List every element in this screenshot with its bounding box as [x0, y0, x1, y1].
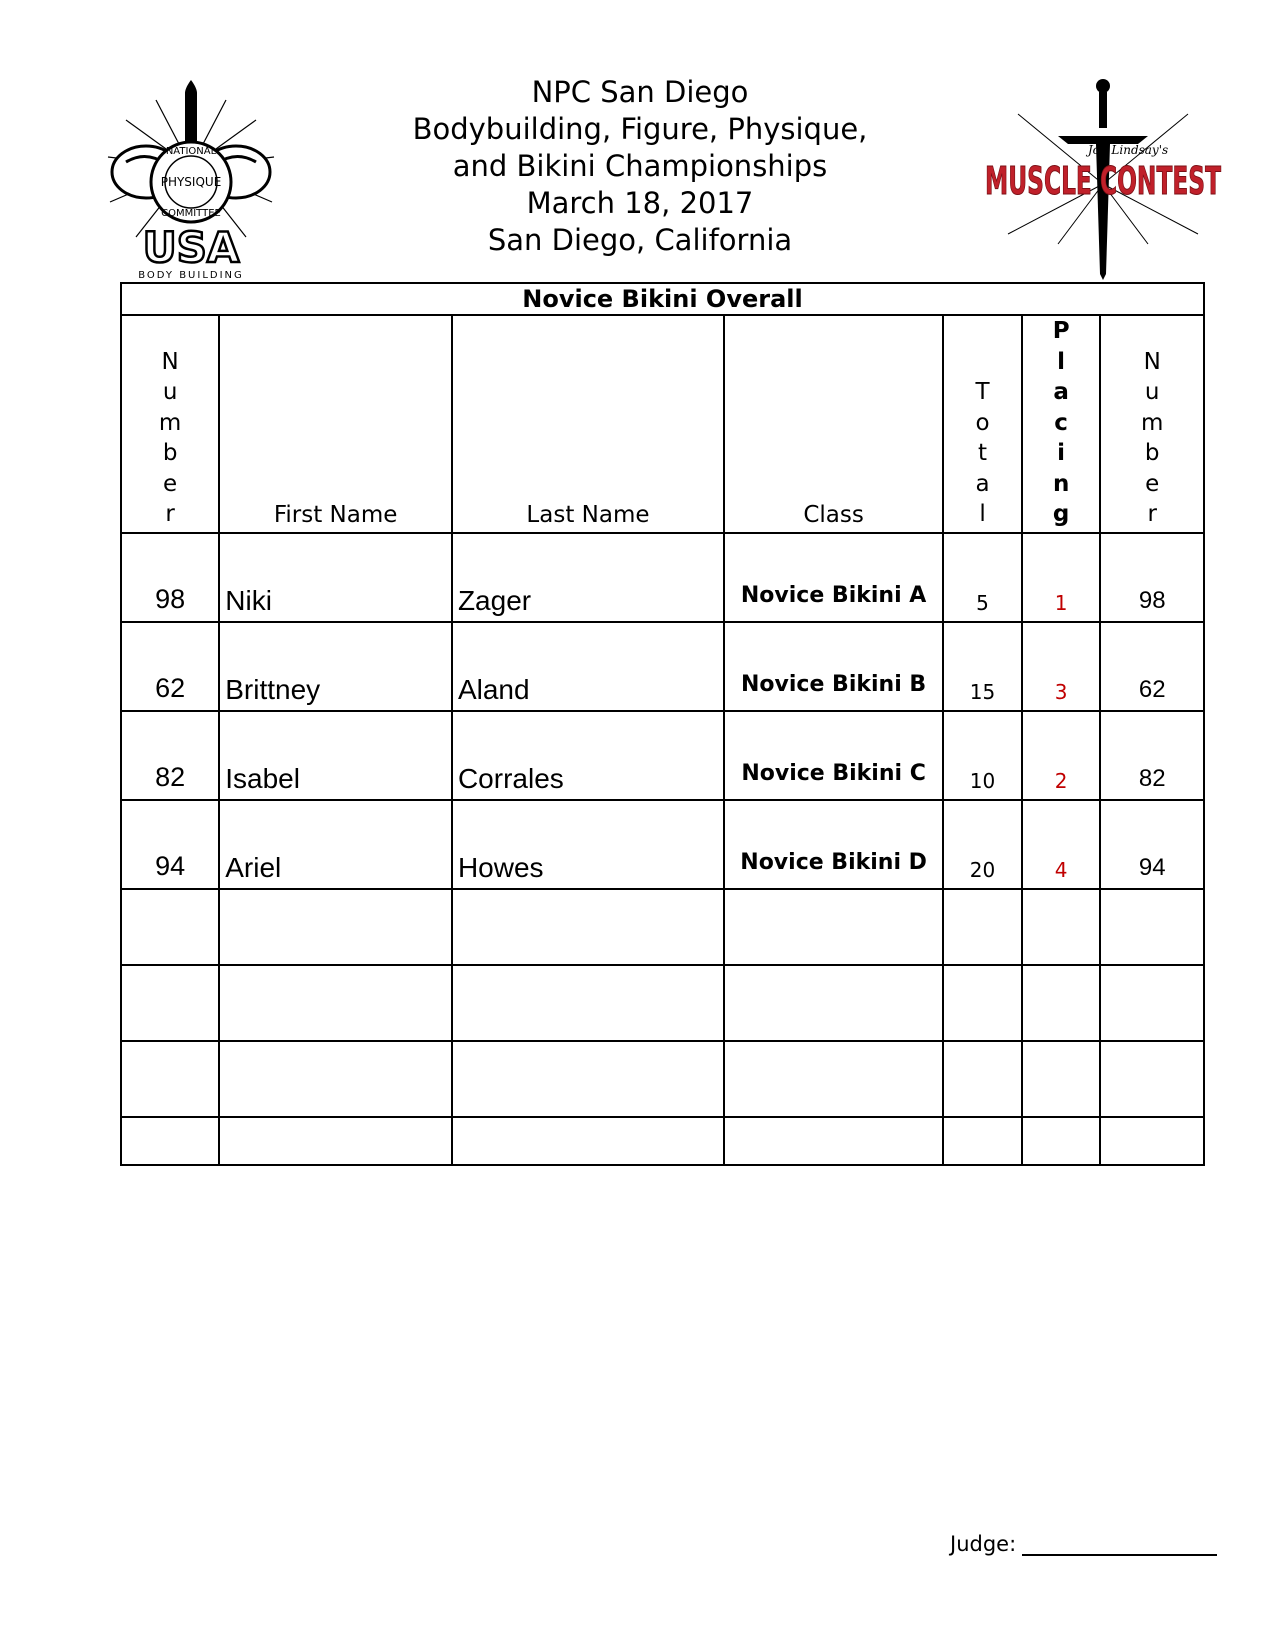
vertical-label: N u m b e r — [158, 348, 182, 527]
event-header — [380, 74, 900, 259]
cell-placing: 2 — [1022, 711, 1101, 800]
cell-total: 5 — [943, 533, 1022, 622]
judge-signature-line — [1022, 1532, 1217, 1556]
cell-number-right: 82 — [1100, 711, 1204, 800]
cell-class: Novice Bikini B — [724, 622, 943, 711]
header-line-3: and Bikini Championships — [452, 149, 828, 183]
vertical-label: P l a c i n g — [1052, 318, 1070, 527]
empty-row — [121, 965, 1204, 1041]
cell-number-right: 98 — [1100, 533, 1204, 622]
cell-first-name: Isabel — [219, 711, 452, 800]
cell-number-right: 62 — [1100, 622, 1204, 711]
cell-last-name: Aland — [452, 622, 724, 711]
vertical-label: N u m b e r — [1141, 348, 1164, 527]
col-header-number — [121, 315, 219, 533]
cell-number-right: 94 — [1100, 800, 1204, 889]
table-row — [121, 800, 1204, 889]
cell-class: Novice Bikini D — [724, 800, 943, 889]
cell-total: 15 — [943, 622, 1022, 711]
cell-first-name: Niki — [219, 533, 452, 622]
bodybuilding-text: BODY BUILDING — [138, 270, 244, 281]
cell-total: 20 — [943, 800, 1022, 889]
judge-label: Judge: — [950, 1532, 1017, 1556]
header-line-1: NPC San Diego — [531, 75, 749, 109]
empty-row — [121, 889, 1204, 965]
usa-text: USA — [142, 223, 240, 272]
col-header-first-name: First Name — [219, 315, 452, 533]
npc-usa-logo — [96, 72, 286, 282]
ring-text-middle: PHYSIQUE — [160, 175, 222, 189]
cell-number: 82 — [121, 711, 219, 800]
table-row — [121, 622, 1204, 711]
cell-total: 10 — [943, 711, 1022, 800]
cell-placing: 1 — [1022, 533, 1101, 622]
col-header-class: Class — [724, 315, 943, 533]
cell-last-name: Howes — [452, 800, 724, 889]
cell-placing: 3 — [1022, 622, 1101, 711]
col-header-total — [943, 315, 1022, 533]
cell-last-name: Corrales — [452, 711, 724, 800]
ring-text-top: NATIONAL — [165, 146, 217, 157]
cell-number: 98 — [121, 533, 219, 622]
cell-number: 62 — [121, 622, 219, 711]
cell-last-name: Zager — [452, 533, 724, 622]
header-line-2: Bodybuilding, Figure, Physique, — [412, 112, 868, 146]
muscle-contest-text: MUSCLE CONTEST — [985, 159, 1222, 203]
table-row — [121, 533, 1204, 622]
empty-row — [121, 1117, 1204, 1165]
cell-placing: 4 — [1022, 800, 1101, 889]
empty-row — [121, 1041, 1204, 1117]
col-header-last-name: Last Name — [452, 315, 724, 533]
table-row — [121, 711, 1204, 800]
results-table — [120, 282, 1205, 1166]
table-title: Novice Bikini Overall — [121, 283, 1204, 315]
ring-text-bottom: COMMITTEE — [161, 208, 221, 219]
script-text: Jon Lindsay's — [1087, 143, 1169, 157]
cell-first-name: Ariel — [219, 800, 452, 889]
col-header-number-right — [1100, 315, 1204, 533]
cell-first-name: Brittney — [219, 622, 452, 711]
cell-class: Novice Bikini A — [724, 533, 943, 622]
judge-signature — [950, 1532, 1217, 1556]
header-line-5: San Diego, California — [487, 223, 793, 257]
cell-number: 94 — [121, 800, 219, 889]
vertical-label: T o t a l — [975, 379, 990, 527]
header-line-4: March 18, 2017 — [526, 186, 754, 220]
cell-class: Novice Bikini C — [724, 711, 943, 800]
col-header-placing — [1022, 315, 1101, 533]
muscle-contest-logo — [978, 74, 1228, 280]
header-row — [121, 315, 1204, 533]
